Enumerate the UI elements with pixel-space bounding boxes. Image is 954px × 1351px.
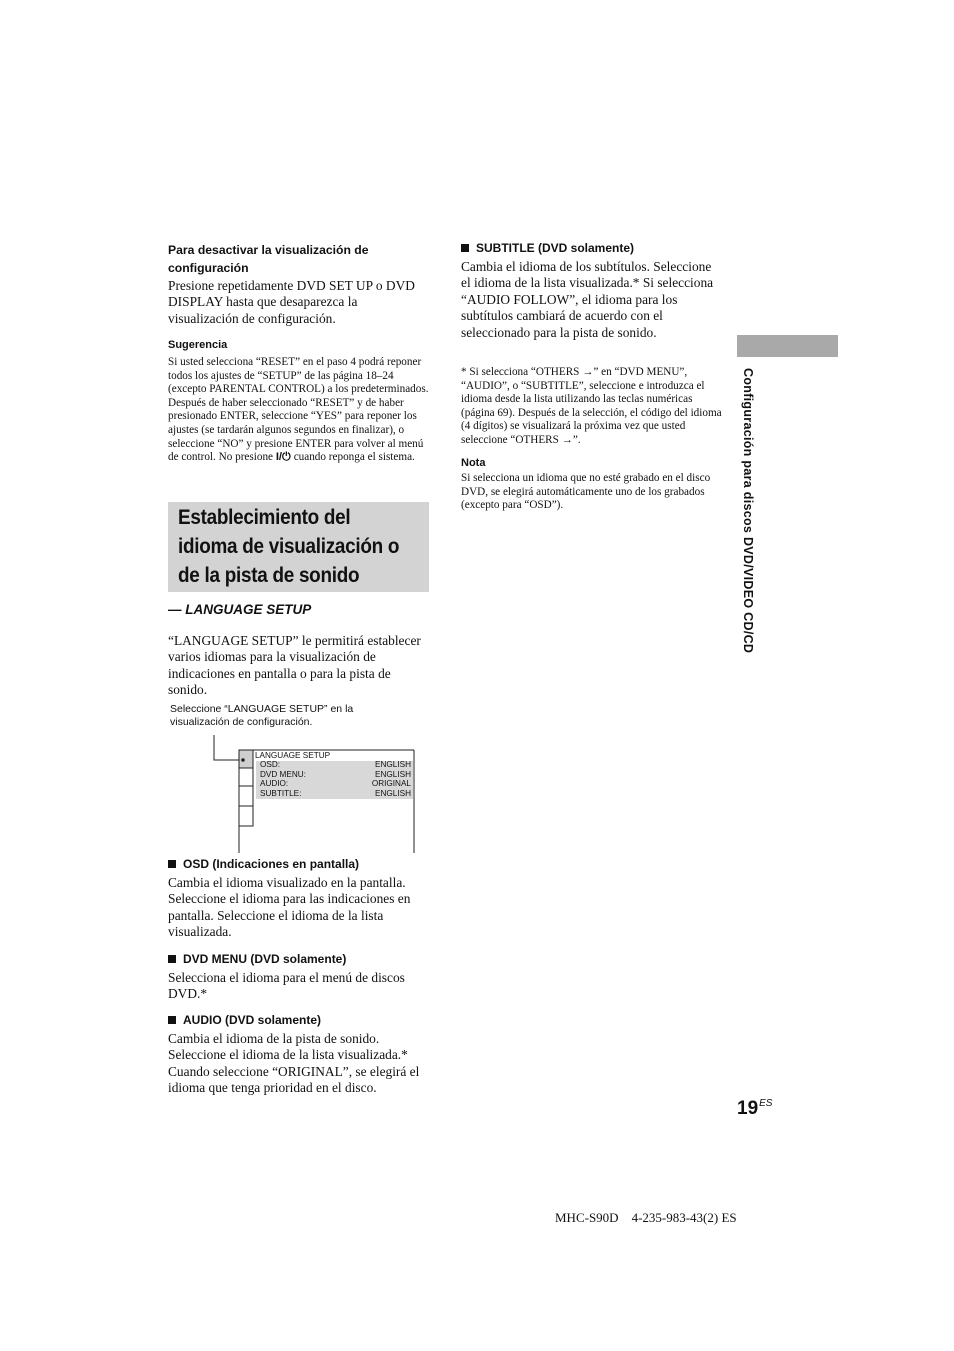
- menu-row-subtitle-label: SUBTITLE:: [260, 788, 302, 798]
- heading-sugerencia: Sugerencia: [168, 339, 228, 351]
- heading-subtitle: [461, 241, 634, 255]
- heading-dvd-menu: [168, 952, 346, 966]
- paragraph-presione: Presione repetidamente DVD SET UP o DVD DISPLAY hasta que desaparezca la visualización de configuración.: [168, 278, 415, 326]
- section-title: Establecimiento del idioma de visualización o de la pista de sonido: [178, 506, 400, 587]
- paragraph-osd: Cambia el idioma visualizado en la pantalla. Seleccione el idioma para las indicaciones en pantalla. Seleccione el idioma de la lista visualizada.: [168, 875, 411, 940]
- heading-audio-text: AUDIO (DVD solamente): [183, 1013, 322, 1027]
- footnote-part-a: * Si selecciona “OTHERS: [461, 366, 580, 378]
- menu-row-osd-value: ENGLISH: [375, 760, 411, 769]
- heading-subtitle-text: SUBTITLE (DVD solamente): [476, 241, 635, 255]
- paragraph-language-intro: “LANGUAGE SETUP” le permitirá establecer varios idiomas para la visualización de indicaciones en pantalla o para la pista de sonido.: [168, 633, 421, 698]
- heading-dvd-menu-text: DVD MENU (DVD solamente): [183, 952, 347, 966]
- footnote-part-b: ” en “DVD MENU”, “AUDIO”, o “SUBTITLE”, seleccione e introduzca el idioma desde la lista utilizando las teclas numéricas (página 69). Después de la selección, el código del idioma (4 dígitos) se visualizará la próxima vez que usted seleccione “OTHERS: [461, 366, 722, 446]
- chapter-vertical-label: Configuración para discos DVD/VIDEO CD/CD: [741, 368, 755, 654]
- language-setup-diagram: [210, 733, 420, 855]
- bullet-square-icon: [461, 244, 469, 252]
- callout-text: Seleccione “LANGUAGE SETUP” en la visualización de configuración.: [170, 703, 354, 728]
- arrow-right-icon: →: [561, 433, 573, 446]
- section-subtitle: — LANGUAGE SETUP: [168, 602, 312, 617]
- footnote-others: [461, 366, 723, 448]
- menu-row-audio-label: AUDIO:: [260, 779, 289, 789]
- menu-row-osd-label: OSD:: [260, 760, 281, 769]
- heading-desactivar: Para desactivar la visualización de configuración: [168, 243, 369, 275]
- footer-model-code: MHC-S90D 4-235-983-43(2) ES: [555, 1210, 737, 1225]
- section-side-tab: [737, 335, 838, 357]
- bullet-square-icon: [168, 1016, 176, 1024]
- heading-nota: Nota: [461, 457, 486, 469]
- bullet-square-icon: [168, 955, 176, 963]
- menu-row-subtitle-value: ENGLISH: [375, 788, 411, 798]
- page-number: [737, 1098, 772, 1120]
- paragraph-sugerencia: [168, 356, 430, 465]
- heading-osd: [168, 857, 359, 871]
- paragraph-dvd-menu: Selecciona el idioma para el menú de discos DVD.*: [168, 970, 405, 1002]
- menu-row-audio-value: ORIGINAL: [371, 779, 411, 789]
- arrow-right-icon: →: [582, 366, 594, 378]
- paragraph-nota: Si selecciona un idioma que no esté grabado en el disco DVD, se elegirá automáticamente uno de los grabados (excepto para “OSD”).: [461, 472, 711, 512]
- menu-title: LANGUAGE SETUP: [255, 751, 331, 760]
- menu-row-dvdmenu-value: ENGLISH: [375, 769, 411, 779]
- page-number-value: 19: [737, 1098, 759, 1119]
- sugerencia-text: Si usted selecciona “RESET” en el paso 4 podrá reponer todos los ajustes de “SETUP” de las página 18–24 (excepto PARENTAL CONTROL) a los predeterminados. Después de haber seleccionado “RESET” y de haber presionado ENTER, seleccione “YES” para reponer los ajustes (se tardarán algunos segundos en finalizar), o seleccione “NO” y presione ENTER para volver al menú de control. No presione: [168, 356, 429, 464]
- bullet-square-icon: [168, 860, 176, 868]
- footnote-part-c: ”.: [572, 433, 581, 446]
- power-icon: I/⏻: [275, 451, 291, 464]
- menu-row-dvdmenu-label: DVD MENU:: [260, 769, 306, 779]
- page-number-suffix: ES: [759, 1098, 773, 1109]
- sugerencia-tail: cuando reponga el sistema.: [293, 451, 415, 464]
- heading-osd-text: OSD (Indicaciones en pantalla): [183, 857, 360, 871]
- heading-audio: [168, 1013, 321, 1027]
- paragraph-subtitle: Cambia el idioma de los subtítulos. Seleccione el idioma de la lista visualizada.* Si selecciona “AUDIO FOLLOW”, el idioma para los subtítulos cambiará de acuerdo con el seleccionado para la pista de sonido.: [461, 259, 714, 340]
- paragraph-audio: Cambia el idioma de la pista de sonido. Seleccione el idioma de la lista visualizada.* Cuando seleccione “ORIGINAL”, se elegirá el idioma que tenga prioridad en el disco.: [168, 1031, 420, 1096]
